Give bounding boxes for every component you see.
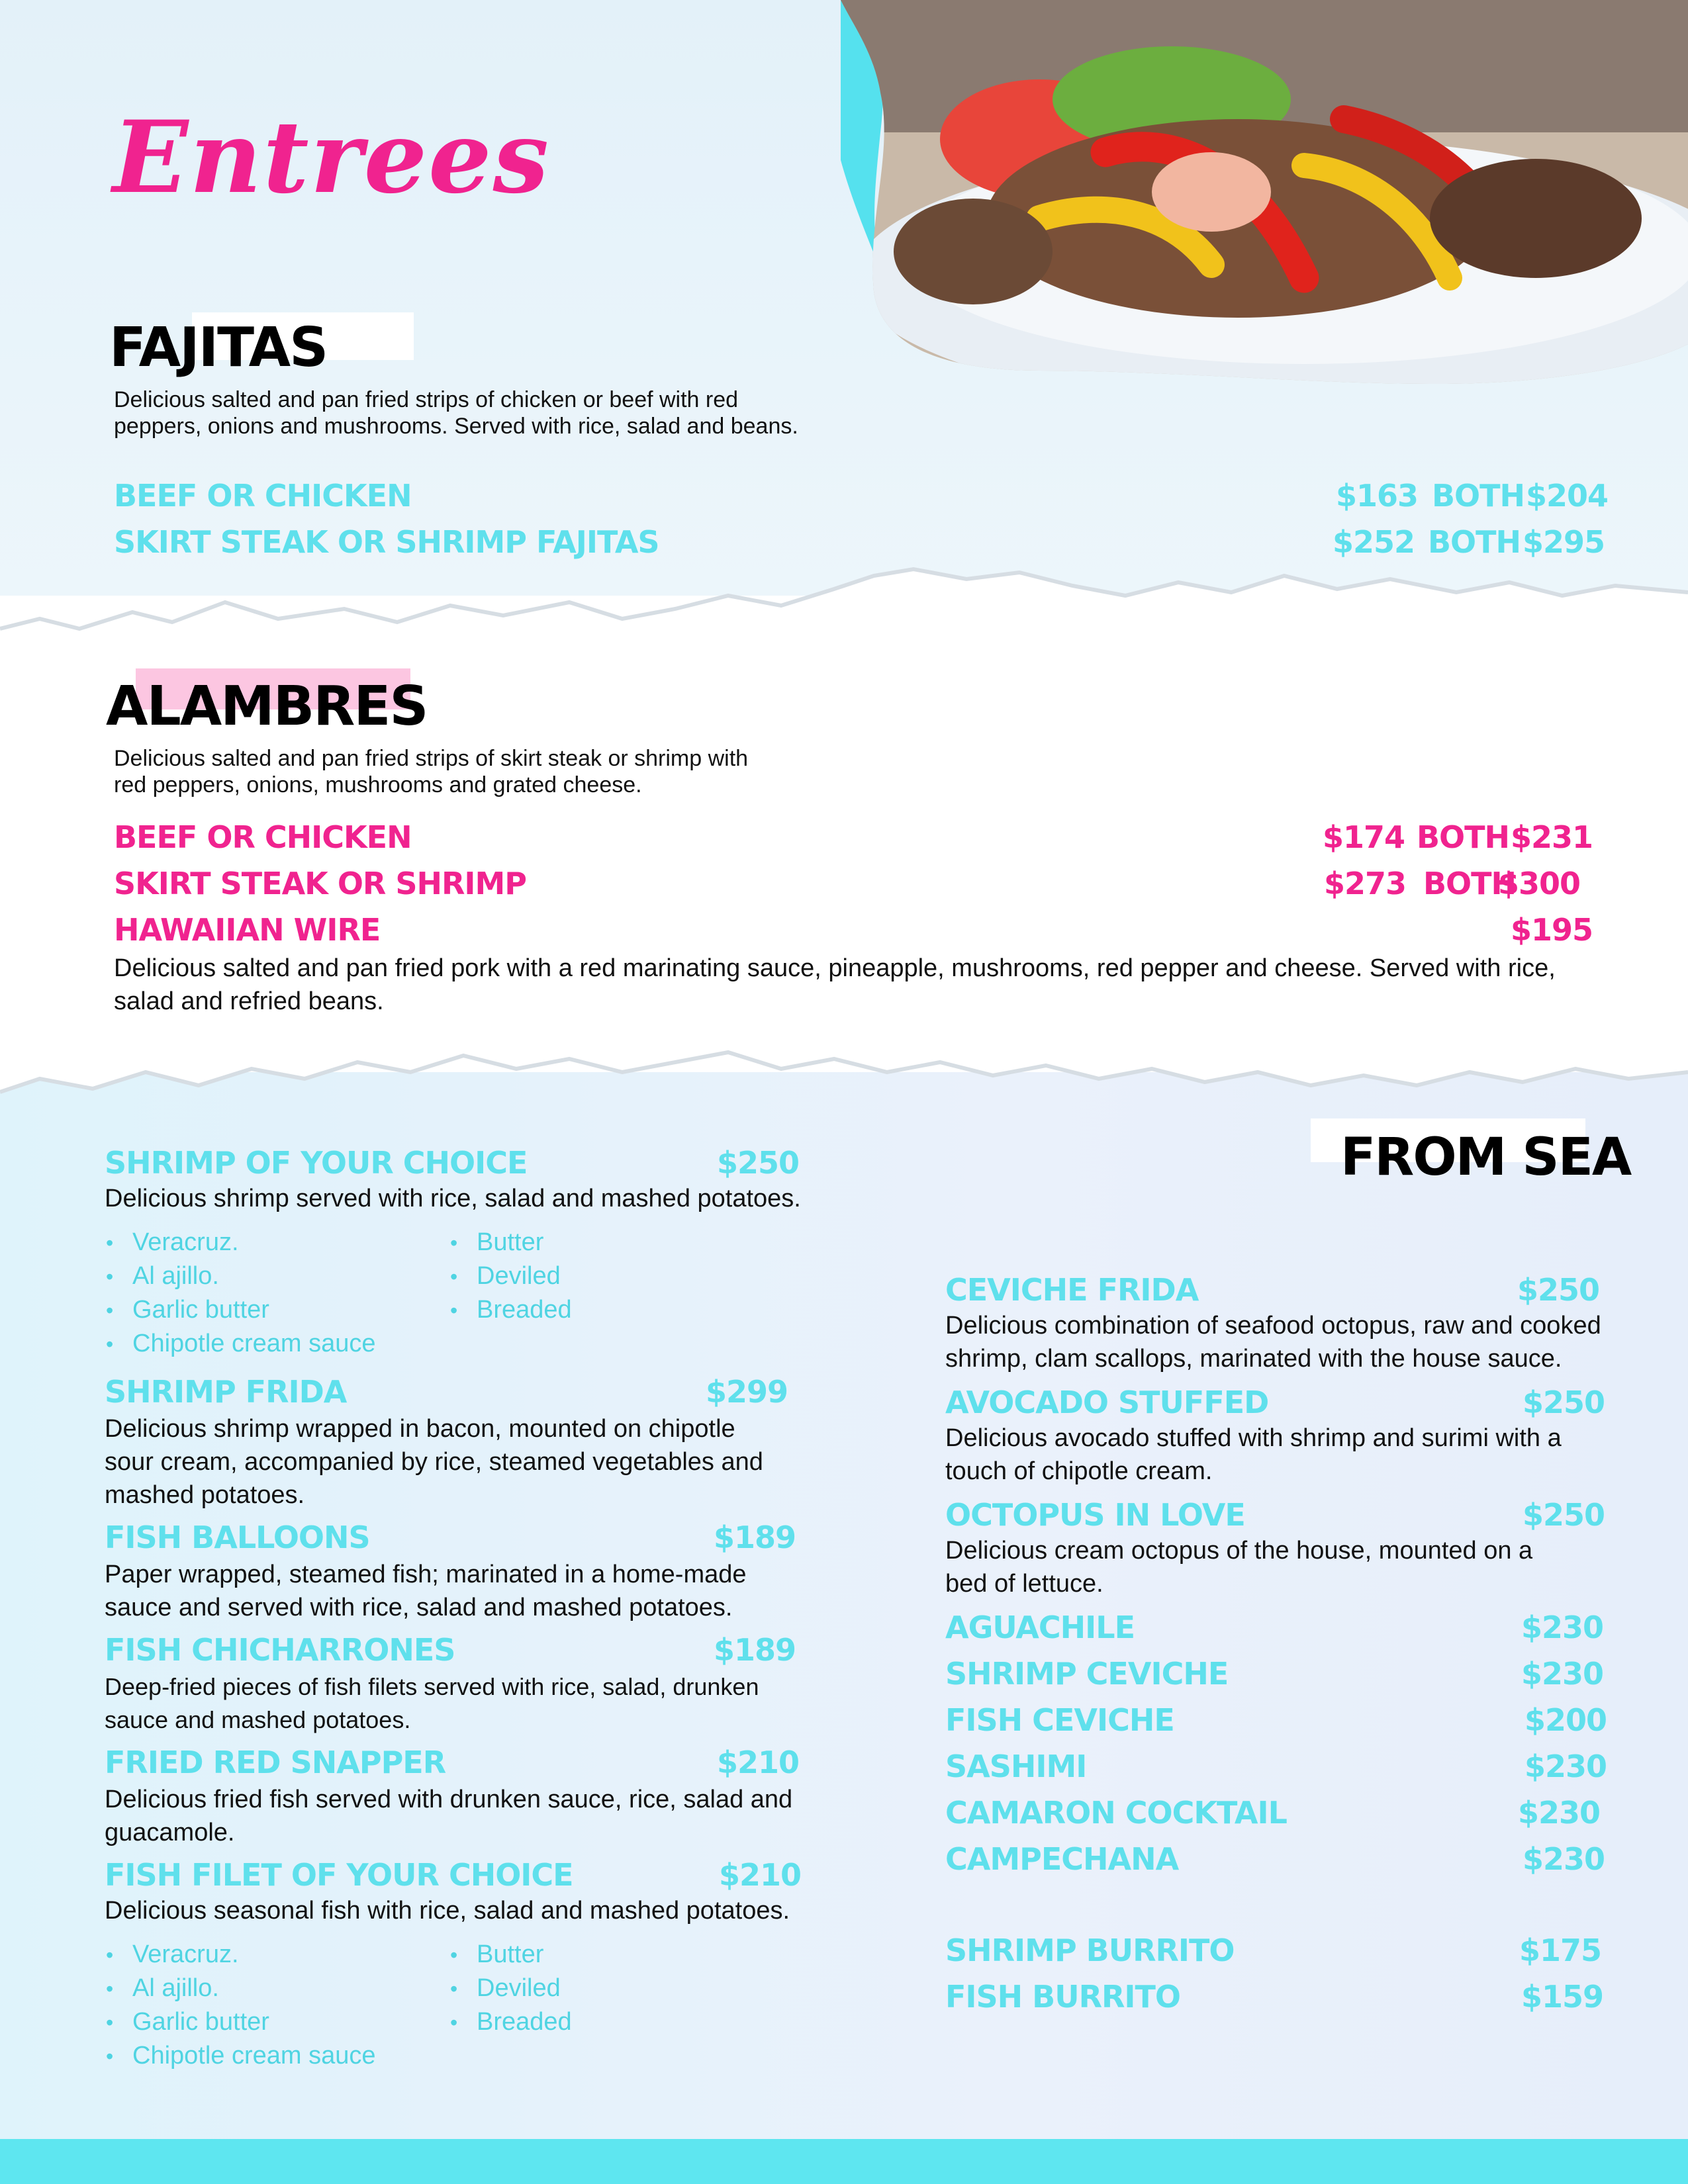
description-line: Delicious shrimp wrapped in bacon, mounted on chipotle [105,1415,735,1443]
description-line: Deep-fried pieces of fish filets served with rice, salad, drunken [105,1673,759,1700]
description-line: guacamole. [105,1819,235,1846]
description-line: Delicious cream octopus of the house, mounted on a [945,1537,1533,1565]
alambres-description [114,745,748,798]
page-title: Entrees [113,99,551,216]
footer-bar [0,2139,1688,2184]
option-item: • Butter [450,1938,572,1972]
description-line: Paper wrapped, steamed fish; marinated in a home-made [105,1561,747,1588]
fried-red-snapper-description [105,1783,792,1849]
octopus-in-love-description [945,1534,1532,1600]
option-item: • Al ajillo. [106,1972,376,2005]
fajitas-item-price: $252 [1333,524,1415,560]
description-line: Delicious avocado stuffed with shrimp and surimi with a [945,1424,1562,1452]
fish-chicharrones-price: $189 [714,1632,796,1668]
sea-item-name: CAMPECHANA [945,1841,1179,1877]
sea-item-name: AGUACHILE [945,1610,1135,1645]
fish-balloons-name: FISH BALLOONS [105,1520,370,1555]
alambres-description-line: red peppers, onions, mushrooms and grated cheese. [114,772,642,797]
ceviche-frida-description [945,1309,1601,1375]
avocado-stuffed-price: $250 [1523,1385,1605,1420]
alambres-description-line: Delicious salted and pan fried strips of skirt steak or shrimp with [114,746,749,771]
burrito-name: SHRIMP BURRITO [945,1933,1235,1968]
ceviche-frida-name: CEVICHE FRIDA [945,1272,1199,1308]
fish-filet-choice-name: FISH FILET OF YOUR CHOICE [105,1857,573,1893]
alambres-item-price: $174 [1323,819,1405,855]
fajitas-both-label: BOTH [1428,524,1521,560]
description-line: sour cream, accompanied by rice, steamed vegetables and [105,1448,763,1476]
description-line: mashed potatoes. [105,1481,305,1509]
avocado-stuffed-description [945,1422,1562,1488]
alambres-both-price: $300 [1498,866,1581,901]
sea-item-price: $230 [1524,1749,1607,1784]
hawaiian-wire-description-line: salad and refried beans. [114,987,384,1015]
description-line: shrimp, clam scallops, marinated with the house sauce. [945,1345,1562,1373]
fajitas-description [114,387,798,439]
fajitas-title: FAJITAS [109,316,328,379]
option-item: • Veracruz. [106,1938,376,1972]
sea-item-name: SHRIMP CEVICHE [945,1656,1229,1692]
fish-filet-choice-description: Delicious seasonal fish with rice, salad and mashed potatoes. [105,1897,790,1925]
shrimp-choice-price: $250 [717,1145,800,1181]
option-item: • Garlic butter [106,2005,376,2039]
alambres-both-label: BOTH [1417,819,1510,855]
sea-item-price: $230 [1521,1610,1604,1645]
burrito-price: $159 [1521,1979,1604,2015]
shrimp-choice-options-col2 [450,1226,572,1327]
shrimp-choice-options-col1 [106,1226,376,1361]
option-item: • Chipotle cream sauce [106,2039,376,2073]
hawaiian-wire-description-line: Delicious salted and pan fried pork with a red marinating sauce, pineapple, mushrooms, red pepper and cheese. Served with rice, [114,954,1556,982]
shrimp-frida-price: $299 [706,1374,788,1410]
fajitas-item-name: SKIRT STEAK OR SHRIMP FAJITAS [114,524,659,560]
option-item: • Veracruz. [106,1226,376,1259]
fajitas-photo [841,0,1688,397]
description-line: sauce and served with rice, salad and mashed potatoes. [105,1594,733,1621]
ceviche-frida-price: $250 [1517,1272,1600,1308]
option-item: • Chipotle cream sauce [106,1327,376,1361]
option-item: • Deviled [450,1259,572,1293]
alambres-item-price: $273 [1324,866,1407,901]
hawaiian-wire-description [114,952,1556,1018]
option-item: • Breaded [450,1293,572,1327]
fajitas-item-price: $163 [1336,478,1419,514]
description-line: Delicious fried fish served with drunken sauce, rice, salad and [105,1786,793,1813]
option-item: • Butter [450,1226,572,1259]
description-line: Delicious combination of seafood octopus, raw and cooked [945,1312,1601,1340]
fajitas-description-line: Delicious salted and pan fried strips of chicken or beef with red [114,387,739,412]
fish-filet-options-col2 [450,1938,572,2039]
fajitas-item-name: BEEF OR CHICKEN [114,478,412,514]
alambres-both-price: $231 [1511,819,1593,855]
description-line: touch of chipotle cream. [945,1457,1213,1485]
option-item: • Garlic butter [106,1293,376,1327]
octopus-in-love-price: $250 [1523,1497,1605,1533]
shrimp-frida-name: SHRIMP FRIDA [105,1374,347,1410]
sea-item-price: $230 [1521,1656,1604,1692]
shrimp-choice-description: Delicious shrimp served with rice, salad and mashed potatoes. [105,1185,801,1212]
fried-red-snapper-name: FRIED RED SNAPPER [105,1745,446,1780]
octopus-in-love-name: OCTOPUS IN LOVE [945,1497,1245,1533]
fish-filet-options-col1 [106,1938,376,2073]
sea-item-price: $230 [1523,1841,1605,1877]
torn-paper-edge-top [0,556,1688,675]
alambres-title: ALAMBRES [106,675,428,738]
fajitas-both-price: $295 [1523,524,1605,560]
fried-red-snapper-price: $210 [717,1745,800,1780]
description-line: sauce and mashed potatoes. [105,1706,411,1733]
hawaiian-wire-price: $195 [1511,912,1593,948]
fish-balloons-price: $189 [714,1520,796,1555]
option-item: • Breaded [450,2005,572,2039]
option-item: • Deviled [450,1972,572,2005]
sea-item-price: $200 [1524,1702,1607,1738]
fajitas-both-label: BOTH [1432,478,1525,514]
sea-item-name: FISH CEVICHE [945,1702,1174,1738]
burrito-price: $175 [1519,1933,1602,1968]
avocado-stuffed-name: AVOCADO STUFFED [945,1385,1269,1420]
fish-chicharrones-name: FISH CHICHARRONES [105,1632,455,1668]
alambres-item-name: BEEF OR CHICKEN [114,819,412,855]
fish-chicharrones-description [105,1670,759,1737]
burrito-name: FISH BURRITO [945,1979,1181,2015]
sea-item-name: SASHIMI [945,1749,1087,1784]
fajitas-description-line: peppers, onions and mushrooms. Served with rice, salad and beans. [114,414,798,439]
sea-item-price: $230 [1518,1795,1601,1831]
fajitas-both-price: $204 [1526,478,1609,514]
shrimp-choice-name: SHRIMP OF YOUR CHOICE [105,1145,528,1181]
hawaiian-wire-name: HAWAIIAN WIRE [114,912,381,948]
description-line: bed of lettuce. [945,1570,1103,1598]
alambres-both-label: BOTH [1423,866,1517,901]
shrimp-frida-description [105,1412,763,1512]
fish-filet-choice-price: $210 [719,1857,802,1893]
alambres-item-name: SKIRT STEAK OR SHRIMP [114,866,527,901]
option-item: • Al ajillo. [106,1259,376,1293]
from-sea-title: FROM SEA [1340,1128,1631,1187]
fish-balloons-description [105,1558,747,1624]
sea-item-name: CAMARON COCKTAIL [945,1795,1287,1831]
